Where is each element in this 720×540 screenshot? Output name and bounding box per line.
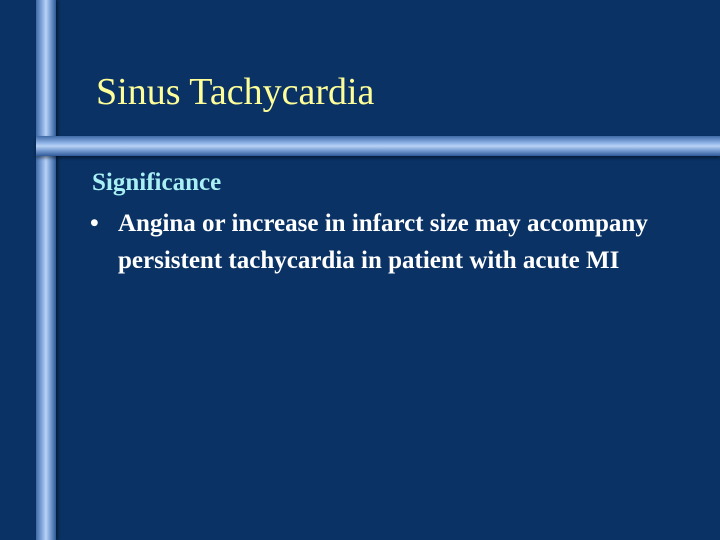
bullet-item — [92, 205, 672, 279]
horizontal-accent-bar — [36, 136, 720, 156]
slide-title: Sinus Tachycardia — [96, 71, 375, 113]
bullet-icon: • — [90, 210, 99, 237]
subheading: Significance — [92, 169, 222, 196]
slide-body — [92, 164, 672, 279]
vertical-accent-bar — [36, 0, 56, 540]
bullet-text: Angina or increase in infarct size may accompany persistent tachycardia in patient with acute MI — [118, 210, 648, 274]
